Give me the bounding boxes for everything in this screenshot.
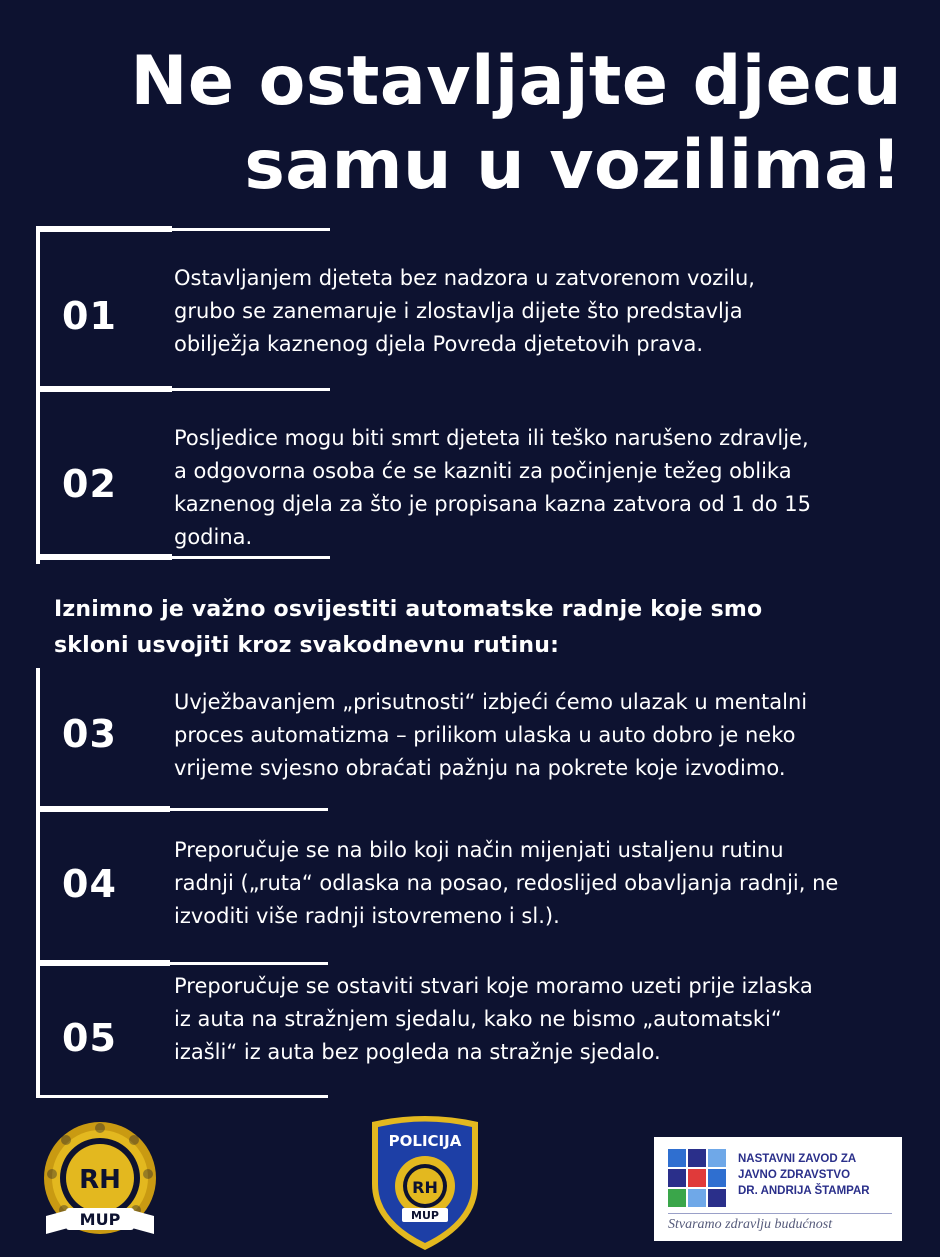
frame-vertical-line-1 <box>36 228 40 564</box>
frame-line <box>36 806 170 812</box>
item-text: Uvježbavanjem „prisutnosti“ izbjeći ćemo ulazak u mentalni proces automatizma – prilikom ulaska u auto dobro je neko vrijeme svjesno obraćati pažnju na pokrete koje izvodimo. <box>174 690 808 780</box>
item-text: Preporučuje se ostaviti stvari koje moramo uzeti prije izlaska iz auta na stražnjem sjedalu, kako ne bismo „automatski“ izašli“ iz auta bez pogleda na stražnje sjedalo. <box>174 974 813 1064</box>
police-shield-logo <box>366 1112 484 1252</box>
title-line-1: Ne ostavljajte djecu <box>130 42 902 121</box>
item-text: Posljedice mogu biti smrt djeteta ili teško narušeno zdravlje, a odgovorna osoba će se kazniti za počinjenje težeg oblika kaznenog djela za što je propisana kazna zatvora od 1 do 15 godina. <box>174 426 811 549</box>
mup-badge-top-text: RH <box>79 1165 121 1195</box>
police-shield-top-text: POLICIJA <box>388 1132 462 1150</box>
poster-title <box>22 40 902 208</box>
item-number: 01 <box>62 294 117 338</box>
mup-badge-bottom-text: MUP <box>79 1210 121 1229</box>
item-text: Preporučuje se na bilo koji način mijenjati ustaljenu rutinu radnji („ruta“ odlaska na posao, redoslijed obavljanja radnji, ne izvoditi više radnji istovremeno i sl.). <box>174 838 839 928</box>
institute-logo <box>654 1137 902 1241</box>
title-line-2: samu u vozilima! <box>244 126 902 205</box>
frame-line <box>172 388 330 391</box>
frame-line <box>172 556 330 559</box>
frame-line <box>36 960 170 966</box>
item-text: Ostavljanjem djeteta bez nadzora u zatvorenom vozilu, grubo se zanemaruje i zlostavlja dijete što predstavlja obilježja kaznenog djela Povreda djetetovih prava. <box>174 266 755 356</box>
police-shield-bottom-text: MUP <box>411 1209 439 1222</box>
frame-line <box>170 808 328 811</box>
frame-line <box>36 386 172 392</box>
institute-grid-icon <box>668 1149 728 1209</box>
item-number: 04 <box>62 862 117 906</box>
item-number: 02 <box>62 462 117 506</box>
institute-name: NASTAVNI ZAVOD ZA JAVNO ZDRAVSTVO DR. ANDRIJA ŠTAMPAR <box>738 1153 870 1197</box>
institute-tagline: Stvaramo zdravlju budućnost <box>668 1213 892 1233</box>
frame-line <box>36 226 172 232</box>
frame-line <box>170 962 328 965</box>
frame-vertical-line-2 <box>36 668 40 1098</box>
police-shield-mid-text: RH <box>412 1178 438 1197</box>
frame-line <box>36 554 172 560</box>
frame-line <box>172 228 330 231</box>
mup-badge-logo <box>38 1118 162 1242</box>
frame-line <box>36 1095 328 1098</box>
item-number: 03 <box>62 712 117 756</box>
section-heading: Iznimno je važno osvijestiti automatske radnje koje smo skloni usvojiti kroz svakodnevnu rutinu: <box>54 597 763 658</box>
item-number: 05 <box>62 1016 117 1060</box>
